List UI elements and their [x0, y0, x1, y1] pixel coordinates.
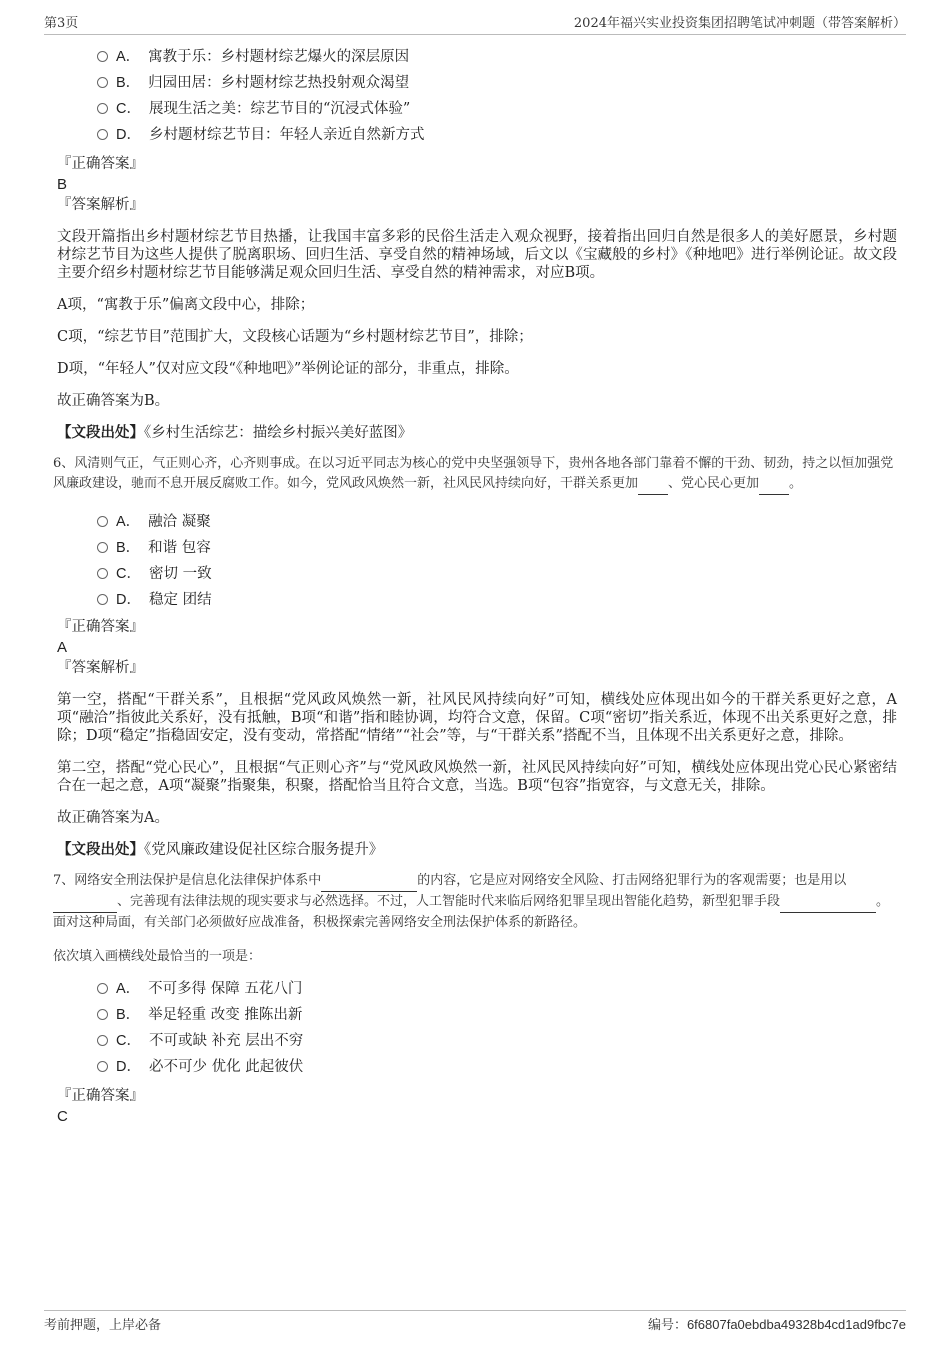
q5-analysis-para: A项，“寓教于乐”偏离文段中心，排除； — [57, 297, 315, 313]
radio-icon[interactable] — [97, 1061, 108, 1072]
q6-source: 【文段出处】《党风廉政建设促社区综合服务提升》 — [57, 841, 384, 858]
q5-answer-label: 『正确答案』 — [57, 156, 144, 172]
radio-icon[interactable] — [97, 594, 108, 605]
q7-prompt: 依次填入画横线处最恰当的一项是： — [53, 949, 262, 964]
blank-line — [321, 871, 417, 892]
q5-option-b[interactable]: B． 归园田居：乡村题材综艺热投射观众渴望 — [97, 70, 897, 96]
radio-icon[interactable] — [97, 51, 108, 62]
radio-icon[interactable] — [97, 983, 108, 994]
radio-icon[interactable] — [97, 1009, 108, 1020]
q6-analysis-para: 第一空，搭配“干群关系”，且根据“党风政风焕然一新，社风民风持续向好”可知，横线处应体现出如今的干群关系更好之意，A项“融洽”指彼此关系好，没有抵触，B项“和谐”指和睦协调，均符合文意，保留。C项“密切”指关系近，体现不出关系更好之意，排除；D项“稳定”指稳固安定，没有变动，常搭配“情绪”“社会”等，与“干群关系”搭配不当，且体现不出关系更好之意，排除。 — [57, 692, 897, 744]
page-number: 第3页 — [44, 16, 79, 31]
radio-icon[interactable] — [97, 542, 108, 553]
q7-options — [97, 976, 897, 1080]
radio-icon[interactable] — [97, 568, 108, 579]
q5-analysis-para: D项，“年轻人”仅对应文段“《种地吧》”举例论证的部分，非重点，排除。 — [57, 361, 519, 377]
q6-analysis-para: 故正确答案为A。 — [57, 810, 169, 826]
q5-analysis-label: 『答案解析』 — [57, 197, 144, 213]
q5-analysis-para: 文段开篇指出乡村题材综艺节目热播，让我国丰富多彩的民俗生活走入观众视野，接着指出回归自然是很多人的美好愿景，乡村题材综艺节目为这些人提供了脱离职场、回归生活、享受自然的精神场域，后文以《宝藏般的乡村》《种地吧》进行举例论证。故文段主要介绍乡村题材综艺节目能够满足观众回归生活、享受自然的精神需求，对应B项。 — [57, 229, 897, 281]
q7-option-b[interactable]: B． 举足轻重 改变 推陈出新 — [97, 1002, 897, 1028]
blank-line — [780, 892, 876, 913]
q7-answer: C — [57, 1108, 68, 1125]
radio-icon[interactable] — [97, 1035, 108, 1046]
q6-option-b[interactable]: B． 和谐 包容 — [97, 535, 897, 561]
page-header — [44, 12, 906, 35]
q6-option-c[interactable]: C． 密切 一致 — [97, 561, 897, 587]
q7-answer-label: 『正确答案』 — [57, 1088, 144, 1104]
radio-icon[interactable] — [97, 129, 108, 140]
q6-options — [97, 509, 897, 613]
page-footer — [44, 1310, 906, 1333]
q7-option-a[interactable]: A． 不可多得 保障 五花八门 — [97, 976, 897, 1002]
q6-option-a[interactable]: A． 融洽 凝聚 — [97, 509, 897, 535]
radio-icon[interactable] — [97, 103, 108, 114]
q6-option-d[interactable]: D． 稳定 团结 — [97, 587, 897, 613]
q7-option-c[interactable]: C． 不可或缺 补充 层出不穷 — [97, 1028, 897, 1054]
q6-answer: A — [57, 639, 68, 656]
q7-option-d[interactable]: D． 必不可少 优化 此起彼伏 — [97, 1054, 897, 1080]
q5-option-d[interactable]: D． 乡村题材综艺节目：年轻人亲近自然新方式 — [97, 122, 897, 148]
q6-stem: 6、风清则气正，气正则心齐，心齐则事成。在以习近平同志为核心的党中央坚强领导下，贵州各地各部门靠着不懈的干劲、韧劲，持之以恒加强党风廉政建设，驰而不息开展反腐败工作。如今，党风政风焕然一新，社风民风持续向好，干群关系更加 、党心民心更加 。 — [53, 454, 898, 495]
q6-analysis-label: 『答案解析』 — [57, 660, 144, 676]
q5-analysis-para: 故正确答案为B。 — [57, 393, 170, 409]
q5-analysis-para: C项，“综艺节目”范围扩大，文段核心话题为“乡村题材综艺节目”，排除； — [57, 329, 533, 345]
radio-icon[interactable] — [97, 516, 108, 527]
q6-answer-label: 『正确答案』 — [57, 619, 144, 635]
document-title: 2024年福兴实业投资集团招聘笔试冲刺题（带答案解析） — [573, 16, 906, 31]
q7-stem: 7、网络安全刑法保护是信息化法律保护体系中 的内容，它是应对网络安全风险、打击网络犯罪行为的客观需要；也是用以 、完善现有法律法规的现实要求与必然选择。不过，人工智能时代来临后网络犯罪呈现出智能化趋势，新型犯罪手段 。面对这种局面，有关部门必须做好应战准备，积极探索完善网络安全刑法保护体系的新路径。 — [53, 873, 890, 930]
q5-options — [97, 44, 897, 148]
q5-source: 【文段出处】《乡村生活综艺：描绘乡村振兴美好蓝图》 — [57, 424, 413, 441]
page-content — [53, 44, 897, 1127]
radio-icon[interactable] — [97, 77, 108, 88]
blank-line — [759, 474, 789, 495]
document-id: 编号：6f6807fa0ebdba49328b4cd1ad9fbc7e — [647, 1317, 906, 1332]
footer-slogan: 考前押题，上岸必备 — [44, 1318, 162, 1333]
blank-line — [53, 892, 117, 913]
blank-line — [638, 474, 668, 495]
q5-answer: B — [57, 176, 68, 193]
q6-analysis-para: 第二空，搭配“党心民心”，且根据“气正则心齐”与“党风政风焕然一新，社风民风持续向好”可知，横线处应体现出党心民心紧密结合在一起之意，A项“凝聚”指聚集，积聚，搭配恰当且符合文意，当选。B项“包容”指宽容，与文意无关，排除。 — [57, 760, 897, 794]
q5-option-a[interactable]: A． 寓教于乐：乡村题材综艺爆火的深层原因 — [97, 44, 897, 70]
q5-option-c[interactable]: C． 展现生活之美：综艺节目的“沉浸式体验” — [97, 96, 897, 122]
